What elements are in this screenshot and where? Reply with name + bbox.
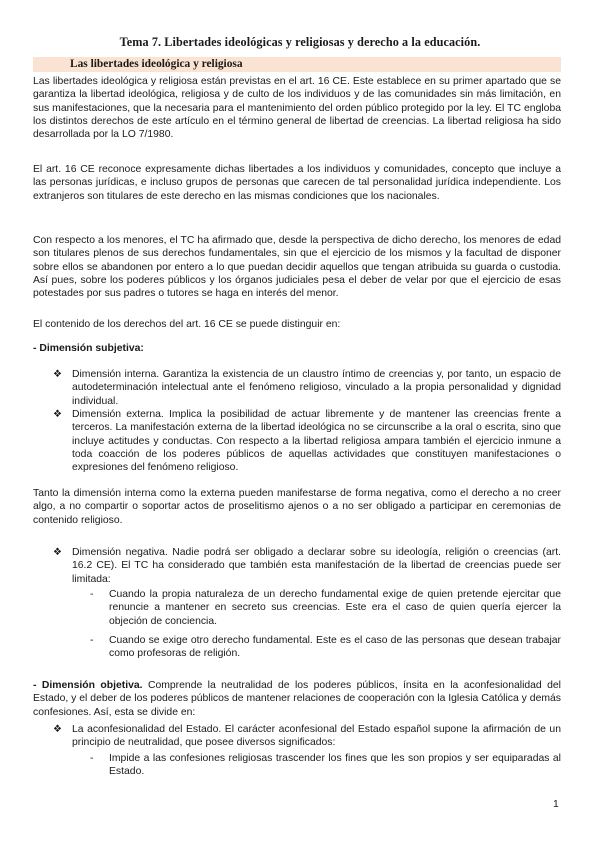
heading-dimension-subjetiva: - Dimensión subjetiva:	[33, 343, 144, 354]
diamond-bullet-icon: ❖	[53, 409, 62, 420]
objetiva-text: Comprende la neutralidad de los poderes públicos, ínsita en la aconfesionalidad del Estado, y el deber de los poderes públicos de mantener relaciones de cooperación con la Iglesia Católica y demás confesiones. Así, esta se divide en:	[33, 680, 561, 718]
bullet-dimension-externa	[53, 408, 561, 474]
diamond-bullet-icon: ❖	[53, 724, 62, 735]
bullet-text: Dimensión interna. Garantiza la existencia de un claustro íntimo de creencias y, por tanto, un espacio de autodeterminación intelectual ante el fenómeno religioso, vinculado a la propia personalidad y dignidad individual.	[72, 369, 561, 407]
paragraph-forma-negativa: Tanto la dimensión interna como la externa pueden manifestarse de forma negativa, como el derecho a no creer algo, a no compartir o soportar actos de proselitismo ajenos o a no ser obligado a participar en ceremonias de contenido religioso.	[33, 488, 561, 526]
diamond-bullet-icon: ❖	[53, 369, 62, 380]
bullet-dimension-negativa	[53, 546, 561, 586]
bullet-text: La aconfesionalidad del Estado. El carácter aconfesional del Estado español supone la afirmación de un principio de neutralidad, que posee diversos significados:	[72, 724, 561, 749]
paragraph-intro: Las libertades ideológica y religiosa están previstas en el art. 16 CE. Este establece en su primer apartado que se garantiza la libertad ideológica, religiosa y de culto de los individuos y de las comunidades sin más limitación, en sus manifestaciones, que la necesaria para el mantenimiento del orden público protegido por la ley. El TC engloba los distintos derechos de este artículo en el término general de libertad de creencias. La libertad religiosa ha sido desarrollada por la LO 7/1980.	[33, 76, 561, 141]
dash-item-confesiones	[90, 752, 561, 779]
paragraph-contenido: El contenido de los derechos del art. 16 CE se puede distinguir en:	[33, 319, 341, 330]
dash-item-objecion	[90, 588, 561, 628]
dash-marker: -	[90, 589, 94, 600]
paragraph-menores: Con respecto a los menores, el TC ha afirmado que, desde la perspectiva de dicho derecho, los menores de edad son titulares plenos de sus derechos fundamentales, sin que el ejercicio de los mismos y la facultad de disponer sobre ellos se abandonen por entero a lo que puedan decidir aquellos que tengan atribuida su guarda o custodia. Así pues, sobre los poderes públicos y los órganos judiciales pesa el deber de velar por que el ejercicio de esas potestades por sus padres o tutores se haga en interés del menor.	[33, 235, 561, 300]
page-number: 1	[553, 799, 559, 810]
dash-text: Impide a las confesiones religiosas trascender los fines que les son propios y ser equiparadas al Estado.	[109, 753, 561, 778]
dash-text: Cuando la propia naturaleza de un derecho fundamental exige de quien pretende ejercitar que renuncie a mantener en secreto sus creencias. Este era el caso de quien quería ejercer la objeción de conciencia.	[109, 589, 561, 627]
dash-text: Cuando se exige otro derecho fundamental. Este es el caso de las personas que desean trabajar como profesoras de religión.	[109, 635, 561, 660]
paragraph-titulares: El art. 16 CE reconoce expresamente dichas libertades a los individuos y comunidades, concepto que incluye a las personas jurídicas, e incluso grupos de personas que carecen de tal personalidad jurídica independiente. Los extranjeros son titulares de este derecho en las mismas condiciones que los nacionales.	[33, 164, 561, 202]
bullet-aconfesionalidad	[53, 723, 561, 750]
heading-dimension-objetiva: - Dimensión objetiva.	[33, 680, 143, 691]
dash-marker: -	[90, 635, 94, 646]
bullet-text: Dimensión externa. Implica la posibilidad de actuar libremente y de mantener las creencias frente a terceros. La manifestación externa de la libertad ideológica no se circunscribe a la oral o escrita, sino que incluye actitudes y conductas. Con respecto a la libertad religiosa ampara también el ejercicio inmune a toda coacción de los poderes públicos de aquellas actividades que constituyen manifestaciones o expresiones del fenómeno religioso.	[72, 409, 561, 474]
paragraph-dimension-objetiva	[33, 679, 561, 719]
diamond-bullet-icon: ❖	[53, 547, 62, 558]
bullet-text: Dimensión negativa. Nadie podrá ser obligado a declarar sobre su ideología, religión o creencias (art. 16.2 CE). El TC ha considerado que también esta manifestación de la libertad de creencias puede ser limitada:	[72, 547, 561, 585]
section-title: Las libertades ideológica y religiosa	[70, 58, 243, 70]
dash-marker: -	[90, 753, 94, 764]
document-title: Tema 7. Libertades ideológicas y religiosas y derecho a la educación.	[119, 35, 481, 49]
bullet-dimension-interna	[53, 368, 561, 408]
dash-item-profesoras	[90, 634, 561, 661]
